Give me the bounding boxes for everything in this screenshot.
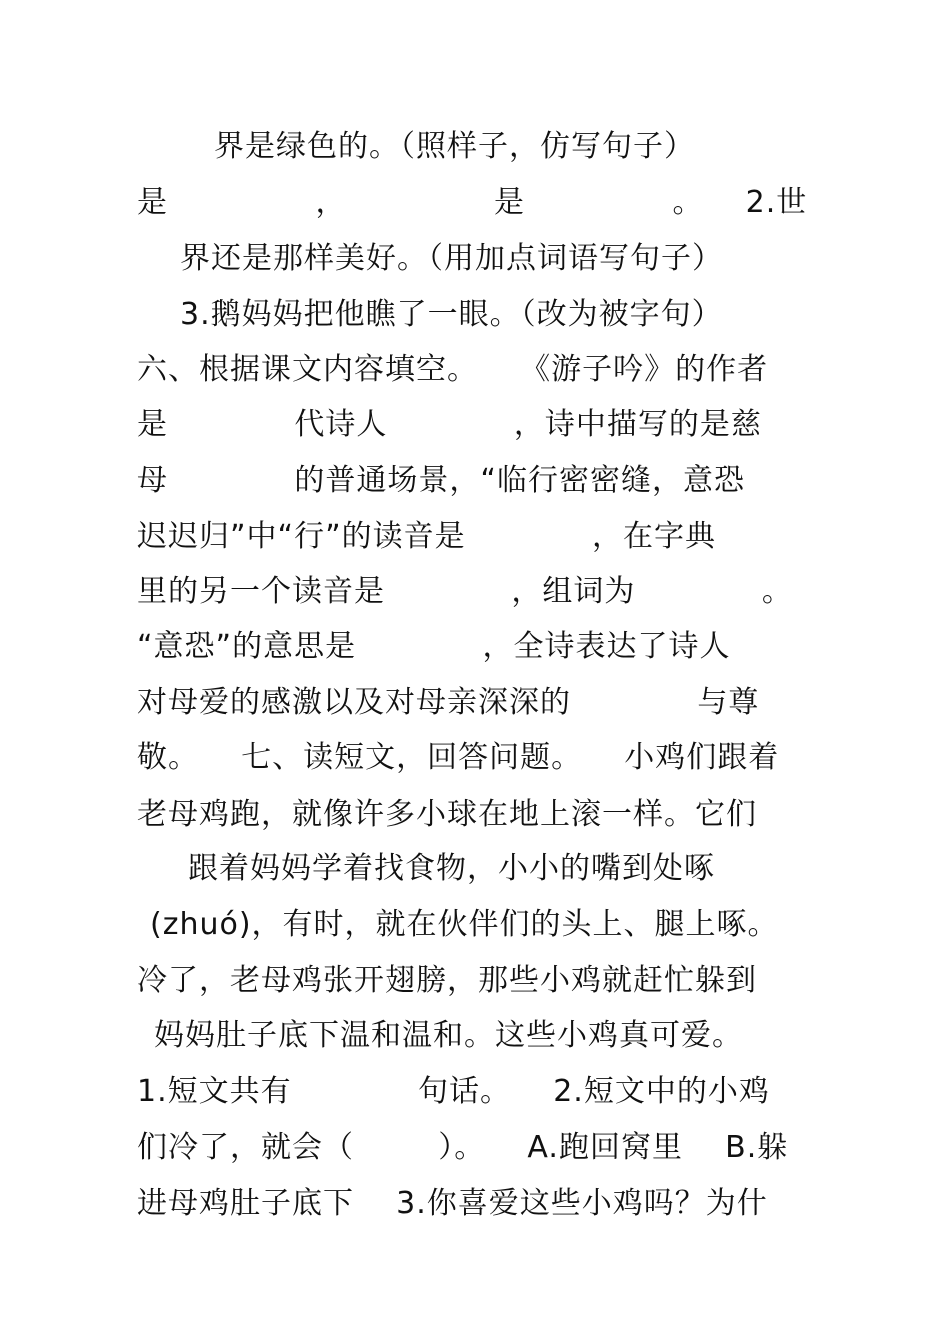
text-line: 3.鹅妈妈把他瞧了一眼。（改为被字句）	[180, 297, 723, 332]
text-line: 进母鸡肚子底下 3.你喜爱这些小鸡吗？为什	[137, 1186, 768, 1221]
text-line: 里的另一个读音是 ，组词为 。	[137, 574, 793, 609]
text-line: 是 ， 是 。 2.世	[137, 185, 808, 220]
text-line: 母 的普通场景，“临行密密缝，意恐	[137, 463, 745, 498]
text-line: 迟迟归”中“行”的读音是 ，在字典	[137, 519, 717, 554]
text-line: 1.短文共有 句话。 2.短文中的小鸡	[137, 1074, 770, 1109]
text-line: 老母鸡跑，就像许多小球在地上滚一样。它们	[137, 797, 757, 832]
text-line: 界还是那样美好。（用加点词语写句子）	[180, 241, 723, 276]
text-line: 六、根据课文内容填空。 《游子吟》的作者	[137, 352, 769, 387]
text-line: 们冷了，就会（ ）。 A.跑回窝里 B.躲	[137, 1130, 789, 1165]
text-line: 对母爱的感激以及对母亲深深的 与尊	[137, 685, 760, 720]
text-line: “意恐”的意思是 ，全诗表达了诗人	[137, 629, 731, 664]
text-line: (zhuó)，有时，就在伙伴们的头上、腿上啄。	[150, 907, 779, 942]
text-line: 界是绿色的。（照样子，仿写句子）	[214, 129, 695, 164]
text-line: 敬。 七、读短文，回答问题。 小鸡们跟着	[137, 740, 780, 775]
text-line: 跟着妈妈学着找食物，小小的嘴到处啄	[188, 851, 715, 886]
text-line: 妈妈肚子底下温和温和。这些小鸡真可爱。	[154, 1018, 743, 1053]
text-line: 是 代诗人 ，诗中描写的是慈	[137, 407, 762, 442]
text-line: 冷了，老母鸡张开翅膀，那些小鸡就赶忙躲到	[137, 963, 757, 998]
